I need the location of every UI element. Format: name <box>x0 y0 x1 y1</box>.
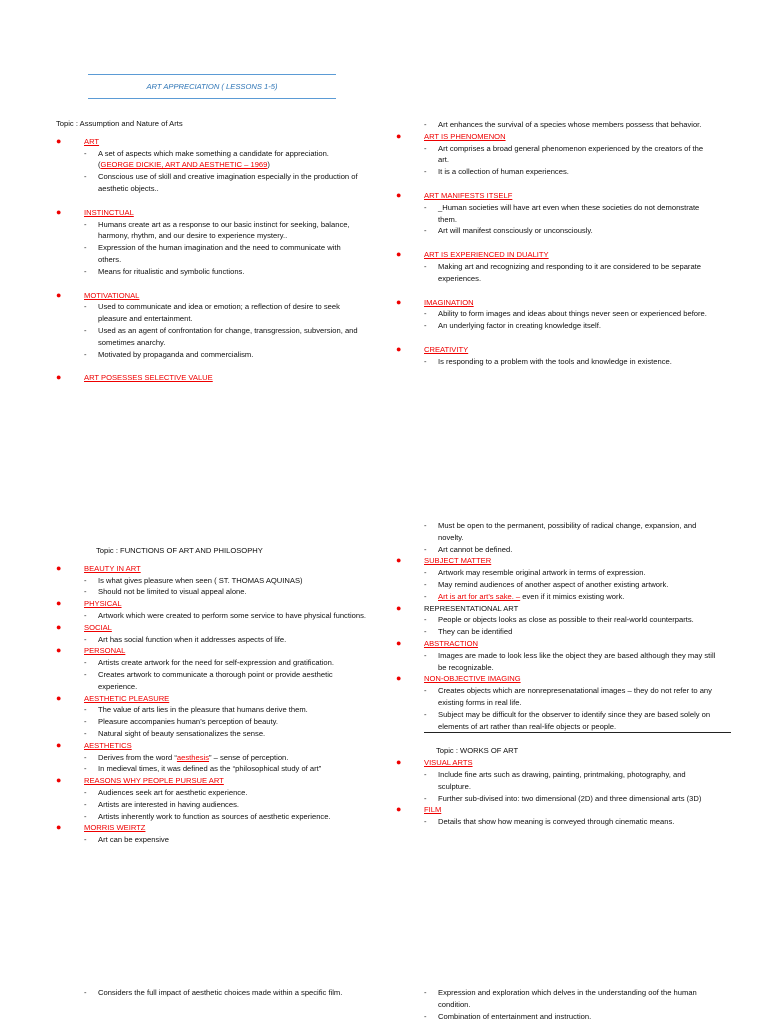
list-item: - People or objects looks as close as possible to their real-world counterparts. <box>424 615 694 625</box>
bullet-icon: ● <box>396 343 402 354</box>
heading-motivational: ● MOTIVATIONAL <box>56 289 140 300</box>
section-assumption-left <box>56 118 366 384</box>
list-item: - Is responding to a problem with the tools and knowledge in existence. <box>424 356 672 366</box>
section-functions-left <box>56 545 372 846</box>
list-item: - Used as an agent of confrontation for change, transgression, subversion, and sometimes anarchy. <box>84 325 358 347</box>
heading-personal: ● PERSONAL <box>56 645 126 656</box>
bullet-icon: ● <box>396 673 402 684</box>
list-item: - May remind audiences of another aspect of another existing artwork. <box>424 579 669 589</box>
list-item: - Considers the full impact of aesthetic choices made within a specific film. <box>84 988 343 997</box>
list-item: - Used to communicate and idea or emotion; a reflection of desire to seek pleasure and entertainment. <box>84 302 340 324</box>
bullet-icon: ● <box>56 372 62 383</box>
heading-instinctual: ● INSTINCTUAL <box>56 206 134 217</box>
heading-visual-arts: ● VISUAL ARTS <box>396 757 473 768</box>
section-film-left <box>56 987 370 999</box>
list-item: - Pleasure accompanies human’s perception of beauty. <box>84 717 278 727</box>
heading-art: ● ART <box>56 135 100 146</box>
bullet-icon: ● <box>396 189 402 200</box>
section-functions-right <box>396 520 718 828</box>
list-item: - Expression and exploration which delves in the understanding oof the human condition. <box>424 988 697 1009</box>
list-item: - Is what gives pleasure when seen ( ST. THOMAS AQUINAS) <box>84 575 303 585</box>
bullet-icon: ● <box>396 637 402 648</box>
list-item: - Further sub-divised into: two dimensional (2D) and three dimensional arts (3D) <box>424 793 702 803</box>
list-item: - Artwork may resemble original artwork in terms of expression. <box>424 568 646 578</box>
list-item: - Art will manifest consciously or unconsciously. <box>424 226 593 236</box>
list-item: - Subject may be difficult for the observer to identify since they are based solely on elements of art rather than real-life objects or people. <box>424 709 711 731</box>
list-item: - Art cannot be defined. <box>424 544 513 554</box>
list-item: - Making art and recognizing and responding to it are considered to be separate experiences. <box>424 261 701 283</box>
list-item: - Art enhances the survival of a species whose members possess that behavior. <box>424 120 702 129</box>
list-item: - _Human societies will have art even when these societies do not demonstrate them. <box>424 202 700 224</box>
list-item: - Conscious use of skill and creative imagination especially in the production of aesthetic objects.. <box>84 172 358 193</box>
list-item: - Artwork which were created to perform some service to have physical functions. <box>84 610 367 620</box>
heading-beauty: ● BEAUTY IN ART <box>56 562 141 573</box>
bullet-icon: ● <box>396 804 402 815</box>
list-item: - Humans create art as a response to our basic instinct for seeking, balance, harmony, rhythm, and our desire to experience mystery.. <box>84 219 350 241</box>
bullet-icon: ● <box>56 562 62 573</box>
heading-selective-value: ● ART POSESSES SELECTIVE VALUE <box>56 372 213 383</box>
list-item: - Include fine arts such as drawing, painting, printmaking, photography, and sculpture. <box>424 769 686 791</box>
heading-creativity: ● CREATIVITY <box>396 343 469 354</box>
list-item: - Art can be expensive <box>84 835 169 845</box>
list-item: - Must be open to the permanent, possibility of radical change, expansion, and novelty. <box>424 521 697 542</box>
list-item: - Artists create artwork for the need for self-expression and gratification. <box>84 658 334 668</box>
heading-subject-matter: ● SUBJECT MATTER <box>396 555 492 566</box>
bullet-icon: ● <box>396 757 402 768</box>
list-item: - Artists are interested in having audiences. <box>84 799 239 809</box>
topic-heading: Topic : WORKS OF ART <box>436 746 519 756</box>
bullet-icon: ● <box>56 775 62 786</box>
heading-morris-weirtz: ● MORRIS WEIRTZ <box>56 822 146 833</box>
title-block <box>88 74 336 99</box>
heading-aesthetic-pleasure: ● AESTHETIC PLEASURE <box>56 692 170 703</box>
section-assumption-right <box>396 119 714 368</box>
list-item: - A set of aspects which make something a candidate for appreciation. (GEORGE DICKIE, ART AND AESTHETIC – 1969) <box>84 148 329 170</box>
heading-reasons: ● REASONS WHY PEOPLE PURSUE ART <box>56 775 224 786</box>
bullet-icon: ● <box>56 822 62 833</box>
heading-imagination: ● IMAGINATION <box>396 296 474 307</box>
list-item: - Expression of the human imagination and the need to communicate with others. <box>84 243 341 264</box>
page-title: ART APPRECIATION ( LESSONS 1-5) <box>146 82 278 91</box>
list-item: - Ability to form images and ideas about things never seen or experienced before. <box>424 309 707 319</box>
list-item: - Artists inherently work to function as sources of aesthetic experience. <box>84 811 331 821</box>
topic-heading: Topic : Assumption and Nature of Arts <box>56 119 183 128</box>
list-item: - Combination of entertainment and instruction. <box>424 1011 592 1021</box>
list-item: - The value of arts lies in the pleasure that humans derive them. <box>84 705 308 715</box>
heading-phenomenon: ● ART IS PHENOMENON <box>396 130 506 141</box>
section-film-right <box>396 987 718 1022</box>
bullet-icon: ● <box>56 598 62 609</box>
heading-social: ● SOCIAL <box>56 621 112 632</box>
heading-manifests: ● ART MANIFESTS ITSELF <box>396 189 513 200</box>
list-item: - Natural sight of beauty sensationalizes the sense. <box>84 728 266 738</box>
bullet-icon: ● <box>396 602 402 613</box>
list-item: - Motivated by propaganda and commercialism. <box>84 349 254 359</box>
heading-aesthetics: ● AESTHETICS <box>56 739 132 750</box>
heading-physical: ● PHYSICAL <box>56 598 122 609</box>
list-item: - Art has social function when it addresses aspects of life. <box>84 634 287 644</box>
bullet-icon: ● <box>56 621 62 632</box>
term-aesthesis: aesthesis <box>176 752 210 762</box>
heading-duality: ● ART IS EXPERIENCED IN DUALITY <box>396 249 549 260</box>
emphasis-phrase: Art is art for art’s sake. – <box>438 591 521 601</box>
title-rule-bottom <box>88 98 336 99</box>
list-item: - In medieval times, it was defined as the “philosophical study of art” <box>84 764 322 774</box>
list-item: - Should not be limited to visual appeal alone. <box>84 587 247 597</box>
list-item: - Art comprises a broad general phenomenon experienced by the creators of the art. <box>424 143 704 165</box>
list-item: - An underlying factor in creating knowledge itself. <box>424 321 601 331</box>
bullet-icon: ● <box>56 692 62 703</box>
bullet-icon: ● <box>56 645 62 656</box>
topic-heading: Topic : FUNCTIONS OF ART AND PHILOSOPHY <box>96 546 263 555</box>
list-item: - Details that show how meaning is conveyed through cinematic means. <box>424 817 675 827</box>
heading-representational: ● REPRESENTATIONAL ART <box>396 602 519 613</box>
bullet-icon: ● <box>396 249 402 260</box>
citation: GEORGE DICKIE, ART AND AESTHETIC – 1969 <box>100 160 268 170</box>
list-item: - Images are made to look less like the object they are based although they may still be recognizable. <box>424 650 716 672</box>
bullet-icon: ● <box>56 206 62 217</box>
list-item: - Derives from the word “aesthesis” – sense of perception. <box>84 752 289 762</box>
list-item: - Audiences seek art for aesthetic experience. <box>84 787 248 797</box>
heading-abstraction: ● ABSTRACTION <box>396 637 479 648</box>
bullet-icon: ● <box>396 130 402 141</box>
list-item: - Art is art for art’s sake. – even if it mimics existing work. <box>424 591 625 601</box>
bullet-icon: ● <box>396 296 402 307</box>
list-item: - Creates objects which are nonrepresenatational images – they do not refer to any existing forms in real life. <box>424 686 712 707</box>
list-item: - It is a collection of human experiences. <box>424 167 569 177</box>
list-item: - Creates artwork to communicate a thorough point or provide aesthetic experience. <box>84 669 333 691</box>
bullet-icon: ● <box>56 135 62 146</box>
bullet-icon: ● <box>396 555 402 566</box>
heading-film: ● FILM <box>396 804 442 815</box>
heading-non-objective: ● NON-OBJECTIVE IMAGING <box>396 673 521 684</box>
list-item: - They can be identified <box>424 627 513 637</box>
list-item: - Means for ritualistic and symbolic functions. <box>84 266 245 276</box>
bullet-icon: ● <box>56 289 62 300</box>
bullet-icon: ● <box>56 739 62 750</box>
